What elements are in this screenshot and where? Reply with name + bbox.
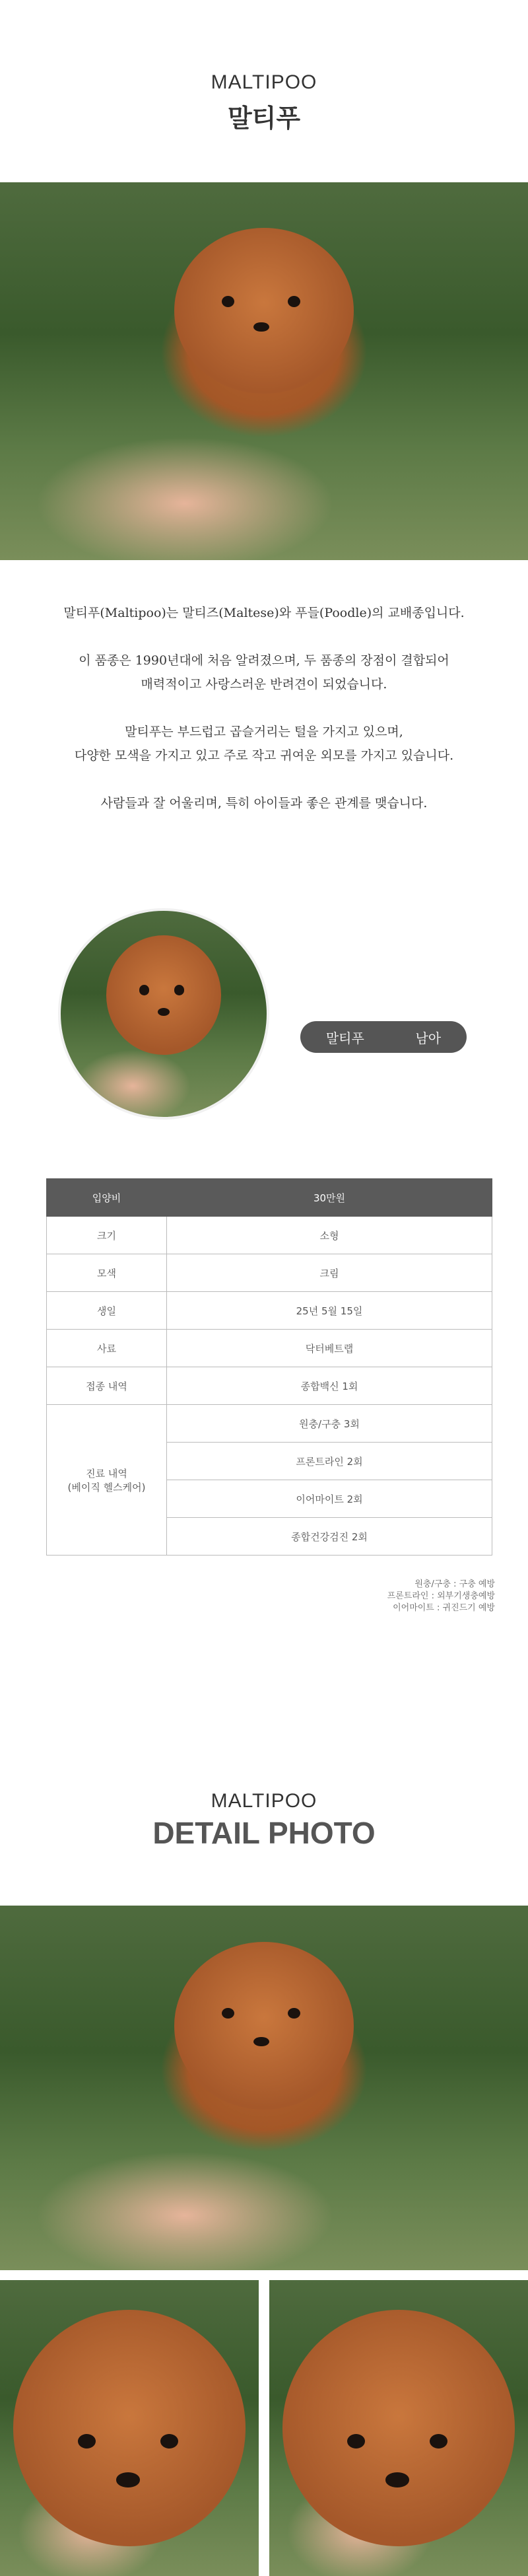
detail-title-big: DETAIL PHOTO bbox=[152, 1816, 376, 1850]
row-label: 접종 내역 bbox=[47, 1367, 167, 1405]
description-line: 말티푸(Maltipoo)는 말티즈(Maltese)와 푸들(Poodle)의 교배종입니다. bbox=[63, 606, 465, 620]
detail-puppy-photo-2 bbox=[0, 2280, 259, 2576]
description-line: 매력적이고 사랑스러운 반려견이 되었습니다. bbox=[141, 677, 387, 692]
header-title-ko: 말티푸 bbox=[227, 104, 301, 133]
detail-puppy-photo-1 bbox=[0, 1906, 528, 2270]
care-label-line1: 진료 내역 bbox=[86, 1467, 127, 1480]
care-item: 이어마이트 2회 bbox=[167, 1480, 492, 1518]
row-label: 생일 bbox=[47, 1292, 167, 1330]
care-label-line2: (베이직 헬스케어) bbox=[67, 1481, 146, 1493]
care-label bbox=[47, 1405, 167, 1556]
description-line: 다양한 모색을 가지고 있고 주로 작고 귀여운 외모를 가지고 있습니다. bbox=[74, 748, 454, 763]
table-row bbox=[47, 1292, 492, 1330]
row-value: 소형 bbox=[167, 1217, 492, 1254]
table-row bbox=[47, 1405, 492, 1443]
description-paragraph-3 bbox=[0, 720, 528, 768]
description bbox=[0, 601, 528, 839]
row-value: 크림 bbox=[167, 1254, 492, 1292]
table-header-row bbox=[47, 1179, 492, 1217]
note-line: 원충/구충 : 구충 예방 bbox=[414, 1579, 495, 1589]
row-label: 모색 bbox=[47, 1254, 167, 1292]
page-header bbox=[0, 71, 528, 134]
description-line: 말티푸는 부드럽고 곱슬거리는 털을 가지고 있으며, bbox=[125, 725, 403, 739]
table-header-label: 입양비 bbox=[47, 1179, 167, 1217]
care-item: 종합건강검진 2회 bbox=[167, 1518, 492, 1556]
care-item: 원충/구충 3회 bbox=[167, 1405, 492, 1443]
table-row bbox=[47, 1217, 492, 1254]
description-paragraph-2 bbox=[0, 649, 528, 696]
detail-puppy-photo-3 bbox=[269, 2280, 528, 2576]
description-line: 이 품종은 1990년대에 처음 알려졌으며, 두 품종의 장점이 결합되어 bbox=[79, 653, 449, 668]
profile-puppy-photo bbox=[58, 908, 269, 1120]
care-item: 프론트라인 2회 bbox=[167, 1443, 492, 1480]
table-row bbox=[47, 1254, 492, 1292]
info-table bbox=[46, 1178, 492, 1556]
table-row bbox=[47, 1367, 492, 1405]
row-value: 닥터베트랩 bbox=[167, 1330, 492, 1367]
row-value: 종합백신 1회 bbox=[167, 1367, 492, 1405]
breed-label: 말티푸 bbox=[325, 1030, 364, 1046]
care-notes bbox=[387, 1579, 495, 1614]
detail-title-small: MALTIPOO bbox=[211, 1790, 317, 1812]
row-label: 크기 bbox=[47, 1217, 167, 1254]
detail-photo-header bbox=[0, 1790, 528, 1851]
table-row bbox=[47, 1330, 492, 1367]
note-line: 이어마이트 : 귀진드기 예방 bbox=[393, 1603, 495, 1613]
breed-sex-badge bbox=[300, 1021, 467, 1053]
description-paragraph-1 bbox=[0, 601, 528, 625]
hero-puppy-photo bbox=[0, 182, 528, 560]
table-header-value: 30만원 bbox=[167, 1179, 492, 1217]
description-paragraph-4 bbox=[0, 791, 528, 815]
row-label: 사료 bbox=[47, 1330, 167, 1367]
note-line: 프론트라인 : 외부기생충예방 bbox=[387, 1591, 495, 1601]
header-title-en: MALTIPOO bbox=[211, 71, 317, 93]
row-value: 25년 5월 15일 bbox=[167, 1292, 492, 1330]
sex-label: 남아 bbox=[415, 1030, 442, 1046]
description-line: 사람들과 잘 어울리며, 특히 아이들과 좋은 관계를 맺습니다. bbox=[100, 796, 428, 810]
